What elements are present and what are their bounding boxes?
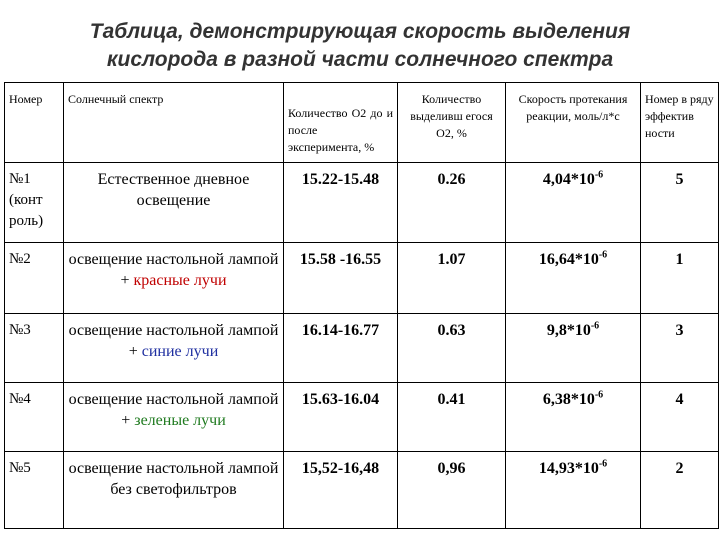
- rate-base: 9,8*10: [546, 322, 591, 339]
- header-o2-released: Количество выделивш егося О2, %: [398, 83, 506, 163]
- row-rate: [506, 163, 641, 243]
- row-spectrum: [64, 314, 284, 383]
- spectrum-text: Естественное дневное освещение: [97, 171, 250, 209]
- row-o2-released: 1.07: [398, 243, 506, 314]
- row-number: №3: [5, 314, 64, 383]
- rate-exponent: -6: [594, 389, 604, 401]
- row-rate: [506, 243, 641, 314]
- spectrum-color-text: красные лучи: [133, 272, 227, 289]
- table-row: [5, 314, 719, 383]
- table-row: [5, 163, 719, 243]
- row-o2-released: 0,96: [398, 452, 506, 529]
- row-rate: [506, 314, 641, 383]
- rate-exponent: -6: [594, 169, 604, 181]
- page-title: [0, 18, 720, 74]
- header-efficiency-rank: Номер в ряду эффектив ности: [641, 83, 719, 163]
- row-number: №5: [5, 452, 64, 529]
- spectrum-color-text: синие лучи: [141, 343, 219, 360]
- row-o2-released: 0.26: [398, 163, 506, 243]
- rate-base: 4,04*10: [542, 171, 595, 188]
- rate-base: 6,38*10: [542, 391, 595, 408]
- row-rank: 3: [641, 314, 719, 383]
- title-line-1: Таблица, демонстрирующая скорость выделения: [89, 20, 631, 43]
- row-spectrum: [64, 243, 284, 314]
- header-row: [5, 83, 719, 163]
- row-rate: [506, 383, 641, 452]
- rate-exponent: -6: [598, 458, 608, 470]
- row-o2-range: 15.58 -16.55: [284, 243, 398, 314]
- spectrum-text: освещение настольной лампой +: [68, 391, 279, 429]
- spectrum-color-text: зеленые лучи: [134, 412, 226, 429]
- header-number: Номер: [5, 83, 64, 163]
- oxygen-rate-table: [4, 82, 719, 529]
- row-number: №2: [5, 243, 64, 314]
- rate-base: 14,93*10: [538, 460, 599, 477]
- row-number: №4: [5, 383, 64, 452]
- row-rank: 4: [641, 383, 719, 452]
- table-row: [5, 452, 719, 529]
- row-rate: [506, 452, 641, 529]
- table-row: [5, 383, 719, 452]
- spectrum-text: освещение настольной лампой +: [68, 251, 279, 289]
- rate-exponent: -6: [598, 249, 608, 261]
- rate-base: 16,64*10: [538, 251, 599, 268]
- row-o2-released: 0.41: [398, 383, 506, 452]
- row-rank: 5: [641, 163, 719, 243]
- row-rank: 1: [641, 243, 719, 314]
- row-spectrum: [64, 383, 284, 452]
- row-spectrum: [64, 452, 284, 529]
- spectrum-text: освещение настольной лампой +: [68, 322, 279, 360]
- table-row: [5, 243, 719, 314]
- row-o2-range: 15.22-15.48: [284, 163, 398, 243]
- spectrum-text: освещение настольной лампой без светофильтров: [68, 460, 279, 498]
- title-line-2: кислорода в разной части солнечного спектра: [106, 48, 614, 71]
- row-spectrum: [64, 163, 284, 243]
- row-number: №1 (конт роль): [5, 163, 64, 243]
- row-o2-range: 15,52-16,48: [284, 452, 398, 529]
- row-rank: 2: [641, 452, 719, 529]
- row-o2-released: 0.63: [398, 314, 506, 383]
- rate-exponent: -6: [590, 320, 600, 332]
- header-spectrum: Солнечный спектр: [64, 83, 284, 163]
- row-o2-range: 16.14-16.77: [284, 314, 398, 383]
- header-o2-amount: Количество О2 до и после эксперимента, %: [284, 83, 398, 163]
- header-reaction-rate: Скорость протекания реакции, моль/л*с: [506, 83, 641, 163]
- row-o2-range: 15.63-16.04: [284, 383, 398, 452]
